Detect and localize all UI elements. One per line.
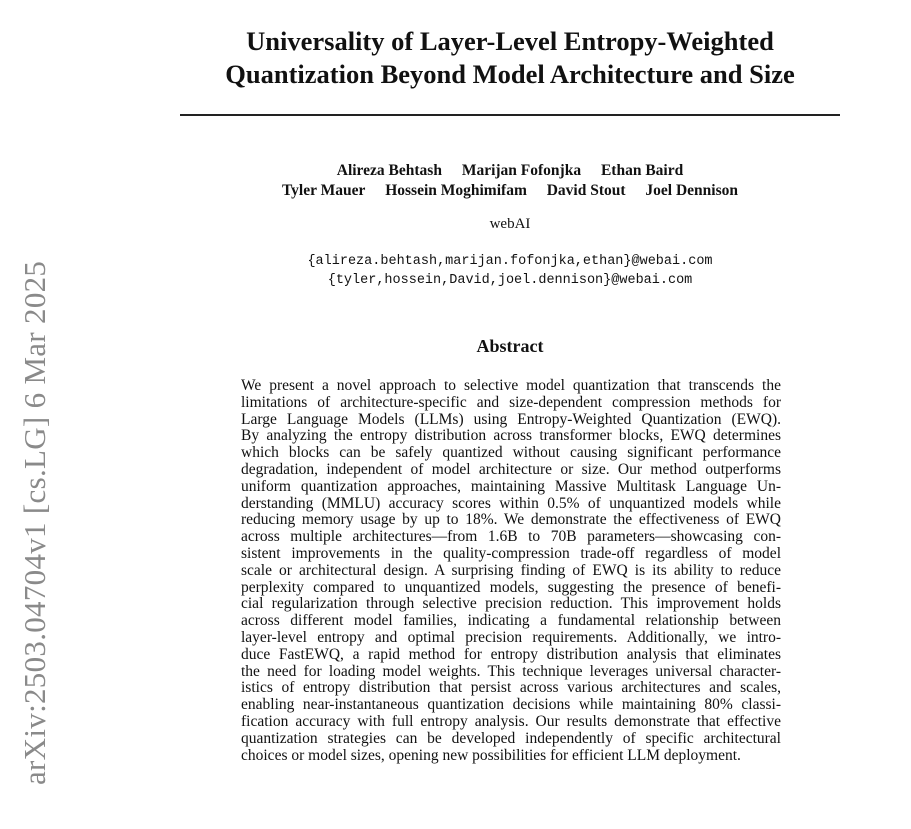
abstract-line: degradation, independent of model architecture or size. Our method outperforms [241, 460, 781, 478]
abstract-line: istics of entropy distribution that persist across various architectures and scales, [241, 679, 781, 697]
abstract-line: layer-level entropy and optimal precision requirements. Additionally, we intro- [241, 628, 781, 646]
author-name: David Stout [546, 182, 626, 199]
paper-title [180, 25, 840, 91]
email-block [180, 252, 840, 290]
abstract-line: We present a novel approach to selective model quantization that transcends the [241, 377, 781, 394]
arxiv-identifier-stamp: arXiv:2503.04704v1 [cs.LG] 6 Mar 2025 [17, 260, 52, 785]
abstract-line: scale or architectural design. A surprising finding of EWQ is its ability to reduce [241, 561, 781, 579]
abstract-line: perplexity compared to unquantized models, suggesting the presence of benefi- [241, 578, 781, 596]
author-line [180, 181, 840, 201]
abstract-line: By analyzing the entropy distribution across transformer blocks, EWQ determines [241, 427, 781, 445]
title-line: Quantization Beyond Model Architecture and Size [225, 59, 795, 89]
abstract-line: quantization strategies can be developed independently of specific architectural [241, 729, 781, 747]
abstract-line: across multiple architectures—from 1.6B to 70B parameters—showcasing con- [241, 528, 781, 546]
author-line [180, 161, 840, 181]
author-list [180, 161, 840, 201]
abstract-line: uniform quantization approaches, maintaining Massive Multitask Language Un- [241, 477, 781, 495]
author-name: Ethan Baird [600, 162, 684, 179]
author-name: Joel Dennison [645, 182, 739, 199]
title-line: Universality of Layer-Level Entropy-Weighted [246, 26, 774, 56]
abstract-line: the need for loading model weights. This technique leverages universal character- [241, 662, 781, 680]
abstract-line: which blocks can be safely quantized without causing significant performance [241, 444, 781, 462]
abstract-line: derstanding (MMLU) accuracy scores within 0.5% of unquantized models while [241, 494, 781, 512]
author-name: Tyler Mauer [281, 182, 366, 199]
email-line: {alireza.behtash,marijan.fofonjka,ethan}@webai.com [307, 254, 713, 269]
author-name: Marijan Fofonjka [461, 162, 582, 179]
affiliation: webAI [489, 216, 531, 232]
author-name: Hossein Moghimifam [385, 182, 527, 199]
abstract-line: fication accuracy with full entropy analysis. Our results demonstrate that effective [241, 712, 781, 730]
abstract-line: limitations of architecture-specific and size-dependent compression methods for [241, 393, 781, 411]
abstract-line: reducing memory usage by up to 18%. We demonstrate the effectiveness of EWQ [241, 511, 781, 529]
abstract-heading: Abstract [476, 336, 544, 356]
abstract-line: enabling near-instantaneous quantization decisions while maintaining 80% classi- [241, 696, 781, 714]
abstract-line: cial regularization through selective precision reduction. This improvement holds [241, 595, 781, 613]
title-divider [180, 114, 840, 116]
abstract-line: across different model families, indicating a fundamental relationship between [241, 612, 781, 630]
abstract-line: duce FastEWQ, a rapid method for entropy distribution analysis that eliminates [241, 645, 781, 663]
email-line: {tyler,hossein,David,joel.dennison}@webai.com [327, 273, 693, 288]
abstract-body [241, 378, 781, 764]
abstract-line: sistent improvements in the quality-compression trade-off regardless of model [241, 544, 781, 562]
author-name: Alireza Behtash [336, 162, 442, 179]
abstract-line: choices or model sizes, opening new possibilities for efficient LLM deployment. [241, 746, 741, 764]
abstract-line: Large Language Models (LLMs) using Entropy-Weighted Quantization (EWQ). [241, 410, 781, 428]
